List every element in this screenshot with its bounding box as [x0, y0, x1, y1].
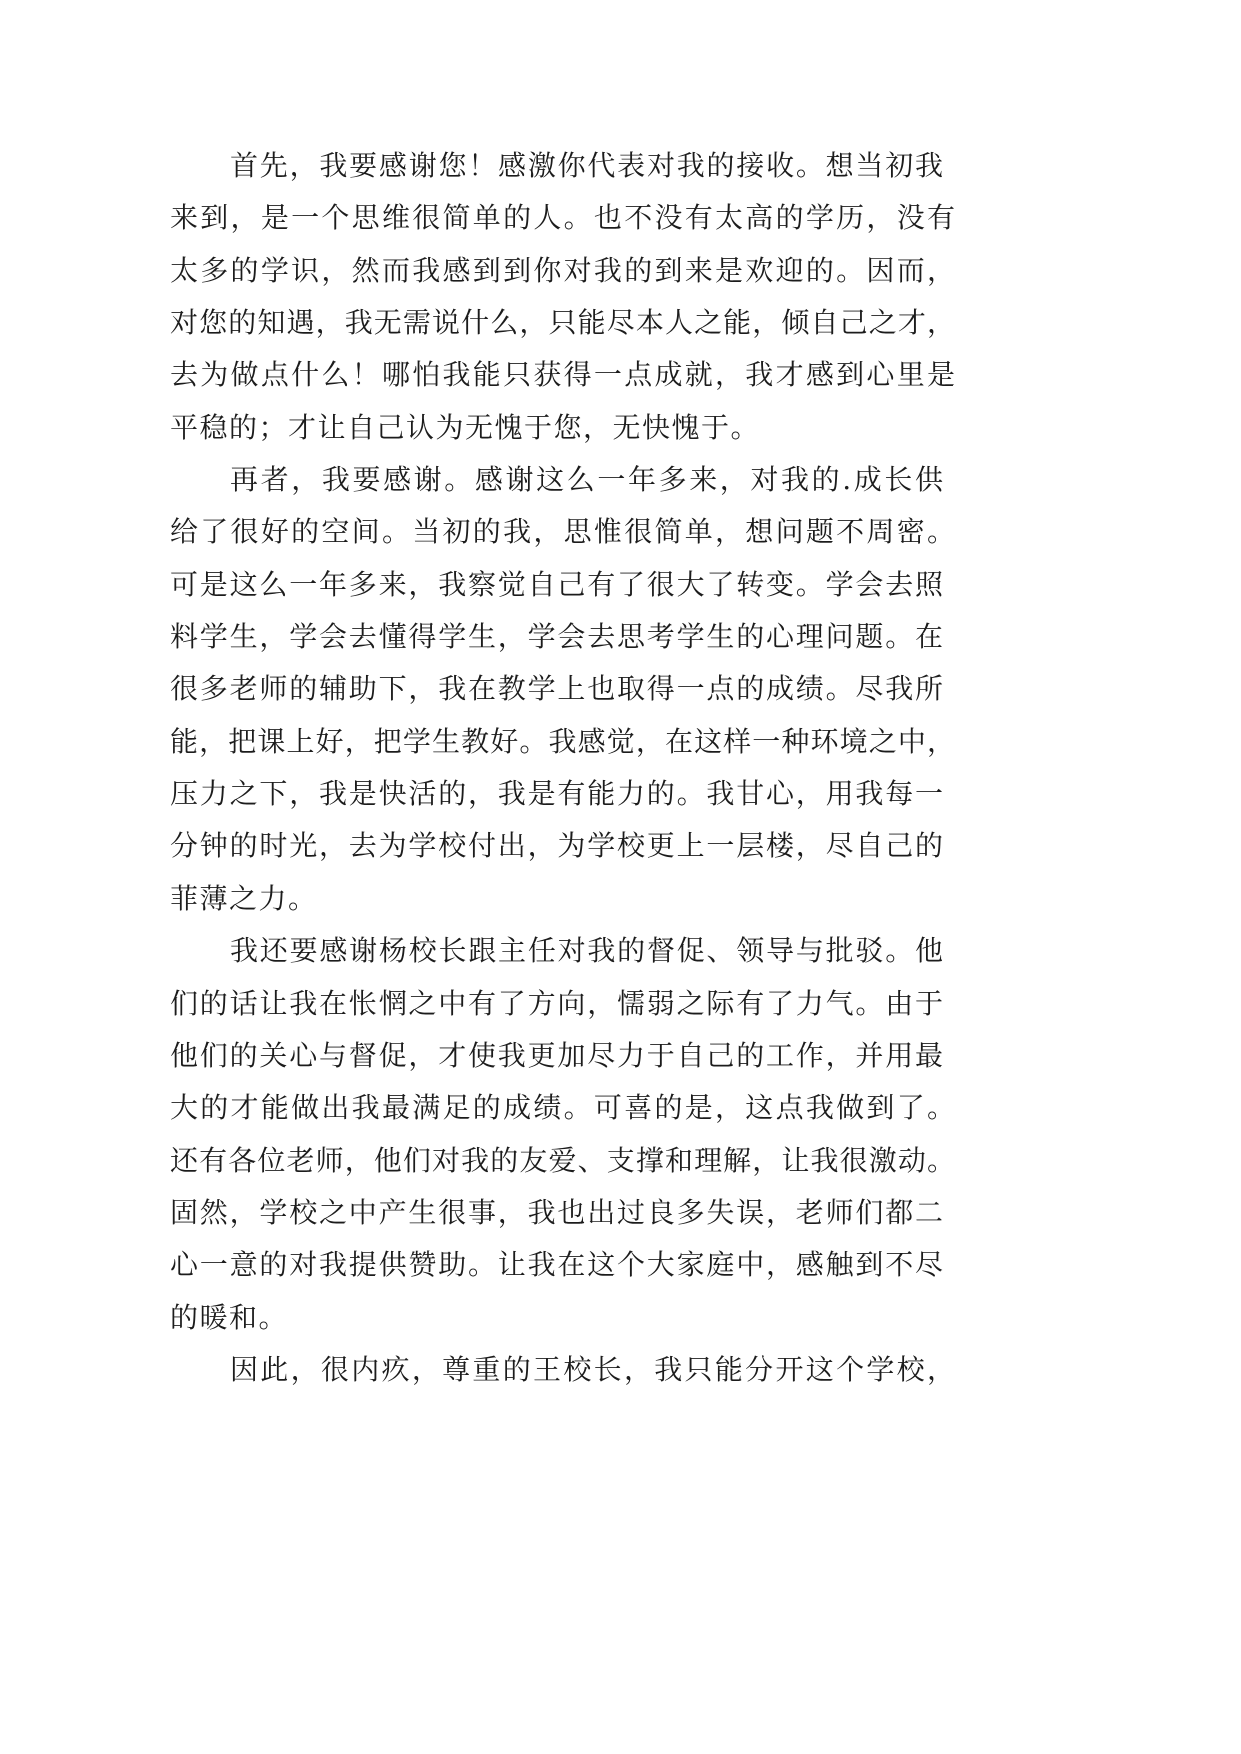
text-line: 们的话让我在怅惘之中有了方向，懦弱之际有了力气。由于: [170, 986, 943, 1020]
text-line: 去为做点什么！哪怕我能只获得一点成就，我才感到心里是: [170, 358, 955, 392]
text-line: 再者，我要感谢。感谢这么一年多来，对我的.成长供: [230, 463, 943, 497]
text-line: 分钟的时光，去为学校付出，为学校更上一层楼，尽自己的: [170, 829, 943, 863]
paragraph: [170, 925, 955, 1344]
text-line: 还有各位老师，他们对我的友爱、支撑和理解，让我很激动。: [170, 1143, 955, 1177]
text-line: 很多老师的辅助下，我在教学上也取得一点的成绩。尽我所: [170, 672, 943, 706]
text-line: 他们的关心与督促，才使我更加尽力于自己的工作，并用最: [170, 1038, 943, 1072]
text-line: 对您的知遇，我无需说什么，只能尽本人之能，倾自己之才，: [170, 306, 955, 340]
text-line: 心一意的对我提供赞助。让我在这个大家庭中，感触到不尽: [170, 1248, 943, 1282]
paragraph: [170, 1344, 955, 1396]
text-line: 料学生，学会去懂得学生，学会去思考学生的心理问题。在: [170, 620, 943, 654]
text-line: 可是这么一年多来，我察觉自己有了很大了转变。学会去照: [170, 567, 943, 601]
body-text: [170, 140, 955, 1396]
text-line: 平稳的；才让自己认为无愧于您，无快愧于。: [170, 410, 761, 444]
paragraph: [170, 140, 955, 454]
text-line: 太多的学识，然而我感到到你对我的到来是欢迎的。因而，: [170, 253, 955, 287]
text-line: 因此，很内疚，尊重的王校长，我只能分开这个学校，: [230, 1352, 955, 1386]
text-line: 能，把课上好，把学生教好。我感觉，在这样一种环境之中，: [170, 724, 955, 758]
text-line: 菲薄之力。: [170, 881, 318, 915]
text-line: 首先，我要感谢您！感激你代表对我的接收。想当初我: [230, 149, 943, 182]
text-line: 我还要感谢杨校长跟主任对我的督促、领导与批驳。他: [230, 934, 943, 968]
text-line: 固然，学校之中产生很事，我也出过良多失误，老师们都二: [170, 1195, 943, 1229]
text-line: 的暖和。: [170, 1300, 289, 1334]
text-line: 压力之下，我是快活的，我是有能力的。我甘心，用我每一: [170, 777, 943, 811]
text-line: 大的才能做出我最满足的成绩。可喜的是，这点我做到了。: [170, 1091, 955, 1125]
text-line: 给了很好的空间。当初的我，思惟很简单，想问题不周密。: [170, 515, 955, 549]
text-line: 来到，是一个思维很简单的人。也不没有太高的学历，没有: [170, 201, 955, 235]
paragraph: [170, 454, 955, 925]
